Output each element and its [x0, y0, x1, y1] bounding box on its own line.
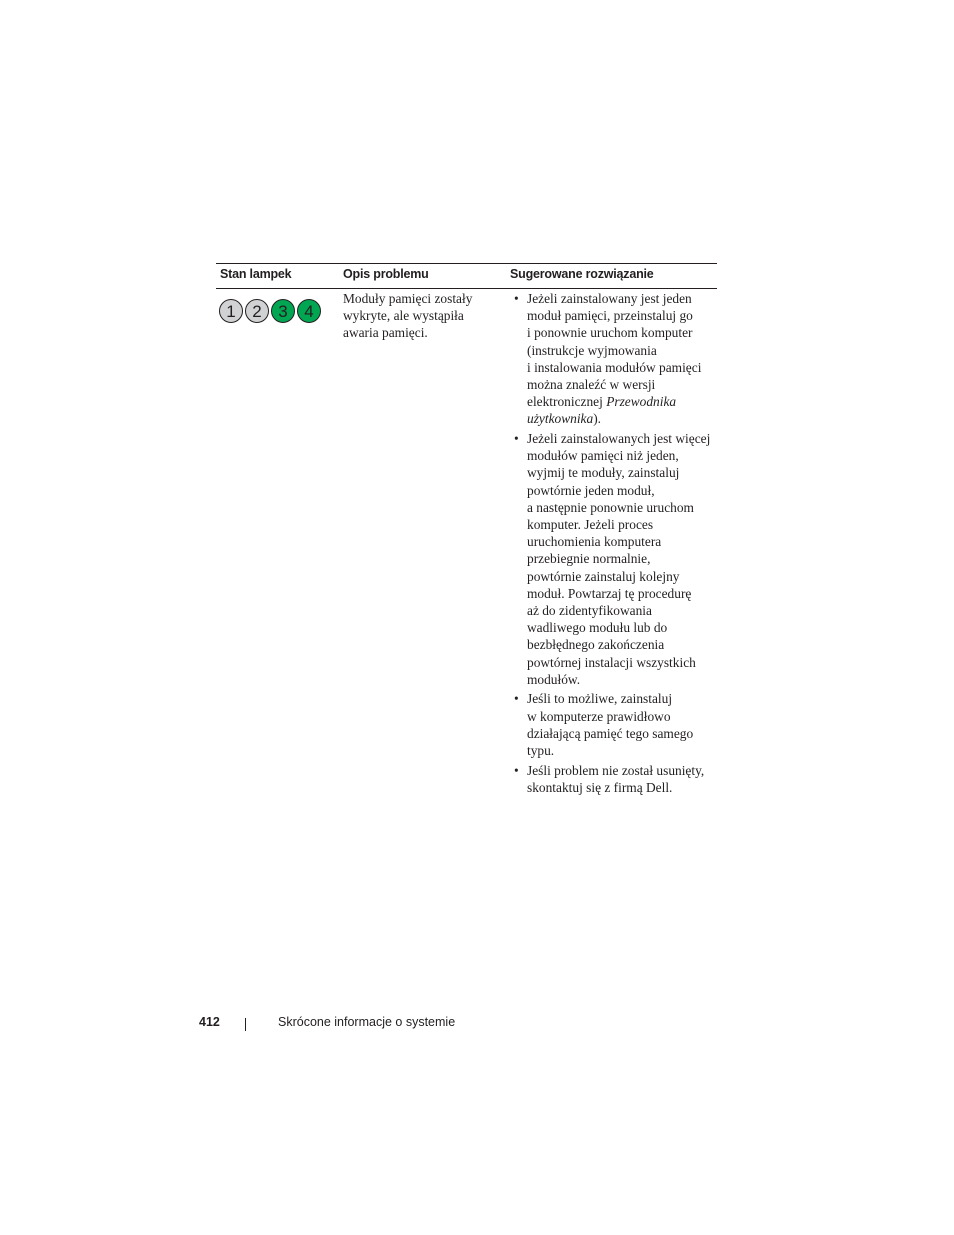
solution-line: a następnie ponownie uruchom: [527, 499, 694, 515]
description-line: wykryte, ale wystąpiła: [343, 308, 464, 324]
bullet-icon: •: [514, 431, 519, 447]
guide-title-italic: Przewodnika: [606, 394, 677, 410]
solution-text: elektronicznej: [527, 394, 607, 410]
description-line: Moduły pamięci zostały: [343, 291, 473, 306]
solution-line: bezbłędnego zakończenia: [527, 637, 665, 653]
solution-line: wyjmij te moduły, zainstaluj: [527, 465, 680, 481]
solution-line: modułów.: [527, 671, 581, 687]
solution-line: typu.: [527, 743, 555, 759]
solution-line: i instalowania modułów pamięci: [527, 359, 702, 375]
page-number: 412: [199, 1015, 220, 1029]
solution-line: w komputerze prawidłowo: [527, 708, 671, 724]
header-problem-description: Opis problemu: [343, 267, 429, 281]
solution-line: moduł. Powtarzaj tę procedurę: [527, 585, 692, 601]
solution-line: powtórnej instalacji wszystkich: [527, 654, 696, 670]
solution-line: wadliwego modułu lub do: [527, 620, 668, 636]
solution-line: uruchomienia komputera: [527, 534, 662, 550]
solution-line: i ponownie uruchom komputer: [527, 325, 693, 341]
solutions-list: [511, 290, 717, 796]
suggested-solutions: [511, 290, 717, 798]
bullet-icon: •: [514, 691, 519, 707]
solution-line: Jeśli to możliwe, zainstaluj: [527, 691, 673, 707]
solution-line: Jeżeli zainstalowanych jest więcej: [527, 431, 711, 447]
solution-item: [511, 690, 717, 759]
led-3-icon: 3: [271, 299, 295, 323]
led-1-icon: 1: [219, 299, 243, 323]
solution-line: można znaleźć w wersji: [527, 377, 656, 393]
solution-text: ).: [593, 411, 602, 427]
solution-line: [527, 393, 717, 410]
solution-line: aż do zidentyfikowania: [527, 603, 652, 619]
bullet-icon: •: [514, 291, 519, 306]
solution-line: Jeżeli zainstalowany jest jeden: [527, 291, 692, 306]
solution-item: [511, 290, 717, 428]
solution-item: [511, 430, 717, 688]
solution-line: działającą pamięć tego samego: [527, 725, 694, 741]
solution-line: modułów pamięci niż jeden,: [527, 448, 679, 464]
solution-line: (instrukcje wyjmowania: [527, 342, 657, 358]
header-led-state: Stan lampek: [220, 267, 292, 281]
problem-description: [343, 290, 495, 342]
description-line: awaria pamięci.: [343, 325, 428, 341]
solution-line: przebiegnie normalnie,: [527, 551, 651, 567]
bullet-icon: •: [514, 762, 519, 778]
solution-line: powtórnie zainstaluj kolejny: [527, 568, 680, 584]
table-header-rule: [216, 288, 717, 289]
solution-line: powtórnie jeden moduł,: [527, 482, 655, 498]
led-indicators: [219, 299, 321, 323]
solution-line: Jeśli problem nie został usunięty,: [527, 762, 705, 778]
table-top-rule: [216, 263, 717, 264]
header-suggested-solution: Sugerowane rozwiązanie: [510, 267, 654, 281]
solution-item: [511, 762, 717, 796]
solution-line: [527, 410, 717, 427]
solution-line: skontaktuj się z firmą Dell.: [527, 779, 673, 795]
solution-line: komputer. Jeżeli proces: [527, 517, 654, 533]
led-2-icon: 2: [245, 299, 269, 323]
led-4-icon: 4: [297, 299, 321, 323]
section-title: Skrócone informacje o systemie: [278, 1015, 456, 1029]
guide-title-italic: użytkownika: [527, 411, 594, 427]
solution-line: moduł pamięci, przeinstaluj go: [527, 308, 693, 324]
footer-separator: [245, 1018, 246, 1031]
